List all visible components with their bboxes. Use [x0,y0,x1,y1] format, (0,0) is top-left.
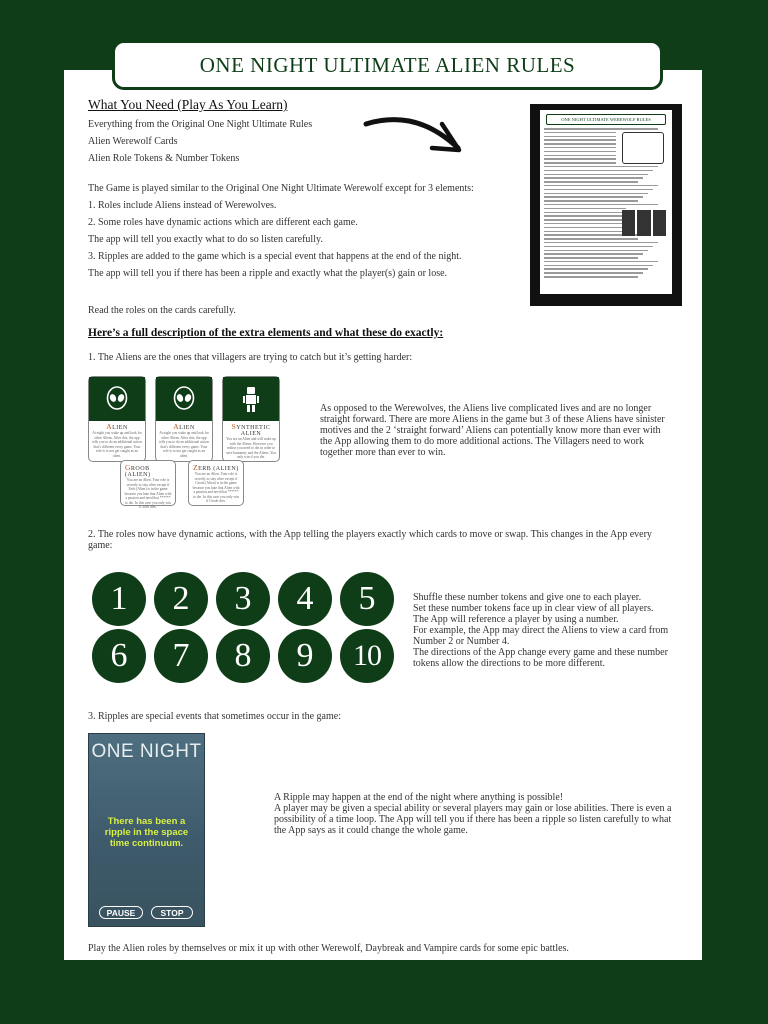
number-token: 7 [154,629,208,683]
thumbnail-line [544,170,653,172]
intro-line: 3. Ripples are added to the game which is a special event that happens at the end of the night. [88,251,462,262]
section2-intro: 2. The roles now have dynamic actions, with the App telling the players exactly which cards to move or swap. This changes in the App every game: [88,529,652,551]
thumbnail-title: ONE NIGHT ULTIMATE WEREWOLF RULES [546,114,666,125]
closing-note: Play the Alien roles by themselves or mix it up with other Werewolf, Daybreak and Vampire cards for some epic battles. [88,943,569,954]
ripple-line: A Ripple may happen at the end of the night where anything is possible! [274,792,564,803]
thumbnail-line [544,208,626,210]
number-token: 9 [278,629,332,683]
intro-line: 1. Roles include Aliens instead of Werewolves. [88,200,277,211]
number-tokens-image [88,570,398,684]
tokens-line: Set these number tokens face up in clear view of all players. [413,603,654,614]
thumbnail-line [544,223,626,225]
thumbnail-line [544,227,626,229]
thumbnail-line [544,253,643,255]
stop-button[interactable]: STOP [151,906,193,919]
thumbnail-line [544,261,658,263]
thumbnail-line [544,196,643,198]
section1-intro: 1. The Aliens are the ones that villagers are trying to catch but it’s getting harder: [88,352,413,363]
intro-block [88,180,474,282]
title-banner [112,40,663,90]
ripple-line: A player may be given a special ability or several players may gain or lose abilities. There is even a possibility of a time loop. The App will tell you if there has been a ripple so listen carefully to what the App says as it could change the whole game. [274,803,672,836]
thumbnail-line [544,212,626,214]
thumbnail-line [544,185,658,187]
number-token: 2 [154,572,208,626]
thumbnail-line [544,189,653,191]
thumbnail-line [544,219,626,221]
thumbnail-line [544,231,626,233]
thumbnail-line [544,174,648,176]
requirement-item: Alien Werewolf Cards [88,136,178,147]
thumbnail-line [544,166,658,168]
thumbnail-line [544,200,638,202]
page-title: ONE NIGHT ULTIMATE ALIEN RULES [199,52,576,77]
aliens-description: As opposed to the Werewolves, the Aliens live complicated lives and are no longer straight forward. There are more Aliens in the game but 3 of these Aliens have sinister motives and the 2 ‘straight forward’ Aliens can potentially know more than ever with the App allowing them to do more additional actions. The Villagers need to work together more than ever to win. [320,403,665,458]
tokens-description [413,592,683,669]
thumbnail-line [544,128,658,130]
what-you-need-heading: What You Need (Play As You Learn) [88,97,288,112]
number-token: 6 [92,629,146,683]
requirement-item: Everything from the Original One Night Ultimate Rules [88,119,313,130]
thumbnail-line [544,204,658,206]
tokens-line: The directions of the App change every game and these number tokens allow the directions to be more different. [413,647,668,669]
thumbnail-line [544,238,638,240]
thumbnail-line [544,158,616,160]
full-description-heading: Here’s a full description of the extra elements and what these do exactly: [88,327,444,339]
number-token: 1 [92,572,146,626]
number-token: 10 [340,629,394,683]
thumbnail-line [544,143,616,145]
thumbnail-line [544,246,653,248]
thumbnail-line [544,257,638,259]
zerb-alien-card: ZERB (ALIEN) You are an Alien. Your role is secretly to stay alive except if Groob (Alien) is in the game because you hate that Alien with a passion and need that ****** to die. In this case you only win if Groob dies. [188,460,244,506]
alien-head-icon [173,387,195,411]
synthetic-alien-card: SYNTHETIC ALIEN You are an Alien and will wake up with the Aliens. However you realise you need to die in order to save humanity and the Aliens. You only win if you die. [222,376,280,462]
number-token: 3 [216,572,270,626]
alien-card: ALIEN At night you wake up and look for other Aliens. After this, the app tells you to do an additional action that's different every game. Your role is to not get caught as an alien. [88,376,146,462]
thumbnail-line [544,265,653,267]
thumbnail-line [544,155,616,157]
requirements-list [88,116,312,167]
number-token: 8 [216,629,270,683]
section3-intro: 3. Ripples are special events that sometimes occur in the game: [88,711,341,722]
intro-line: The app will tell you if there has been a ripple and exactly what the player(s) gain or lose. [88,268,448,279]
thumbnail-line [544,136,616,138]
number-token: 4 [278,572,332,626]
thumbnail-line [544,132,616,134]
ripple-message: There has been a ripple in the space time continuum. [104,816,189,849]
thumbnail-line [544,272,643,274]
tokens-line: The App will reference a player by using a number. [413,614,619,625]
ripple-description [274,792,684,836]
thumbnail-line [544,276,638,278]
thumbnail-line [544,181,638,183]
thumbnail-line [544,215,626,217]
app-title: ONE NIGHT [91,741,202,762]
tokens-line: Shuffle these number tokens and give one to each player. [413,592,642,603]
alien-card: ALIEN At night you wake up and look for other Aliens. After this, the app tells you to do an additional action that's different every game. Your role is to not get caught as an alien. [155,376,213,462]
thumbnail-line [544,268,648,270]
intro-line: The Game is played similar to the Original One Night Ultimate Werewolf except for 3 elements: [88,183,474,194]
thumbnail-line [544,162,616,164]
thumbnail-line [544,193,648,195]
pause-button[interactable]: PAUSE [99,906,143,919]
groob-alien-card: GROOB (ALIEN) You are an Alien. Your role is secretly to stay alive except if Zerb (Alien) is in the game because you hate that Alien with a passion and need that ****** to die. In this case you only win if Zerb dies. [120,460,176,506]
robot-icon [243,386,259,412]
thumbnail-line [544,151,616,153]
requirement-item: Alien Role Tokens & Number Tokens [88,153,240,164]
thumbnail-line [544,250,648,252]
original-rules-thumbnail [530,104,682,306]
thumbnail-logo [622,132,664,164]
thumbnail-cards [622,210,666,236]
app-ripple-screenshot [88,733,205,927]
number-token: 5 [340,572,394,626]
alien-head-icon [106,387,128,411]
intro-line: 2. Some roles have dynamic actions which are different each game. [88,217,358,228]
tokens-line: For example, the App may direct the Aliens to view a card from Number 2 or Number 4. [413,625,669,647]
thumbnail-line [544,242,658,244]
arrow-right-icon [362,110,466,158]
thumbnail-line [544,147,616,149]
thumbnail-line [544,139,616,141]
alien-cards-image [88,376,284,508]
thumbnail-line [544,177,643,179]
intro-line: The app will tell you exactly what to do so listen carefully. [88,234,323,245]
read-roles-note: Read the roles on the cards carefully. [88,305,236,316]
